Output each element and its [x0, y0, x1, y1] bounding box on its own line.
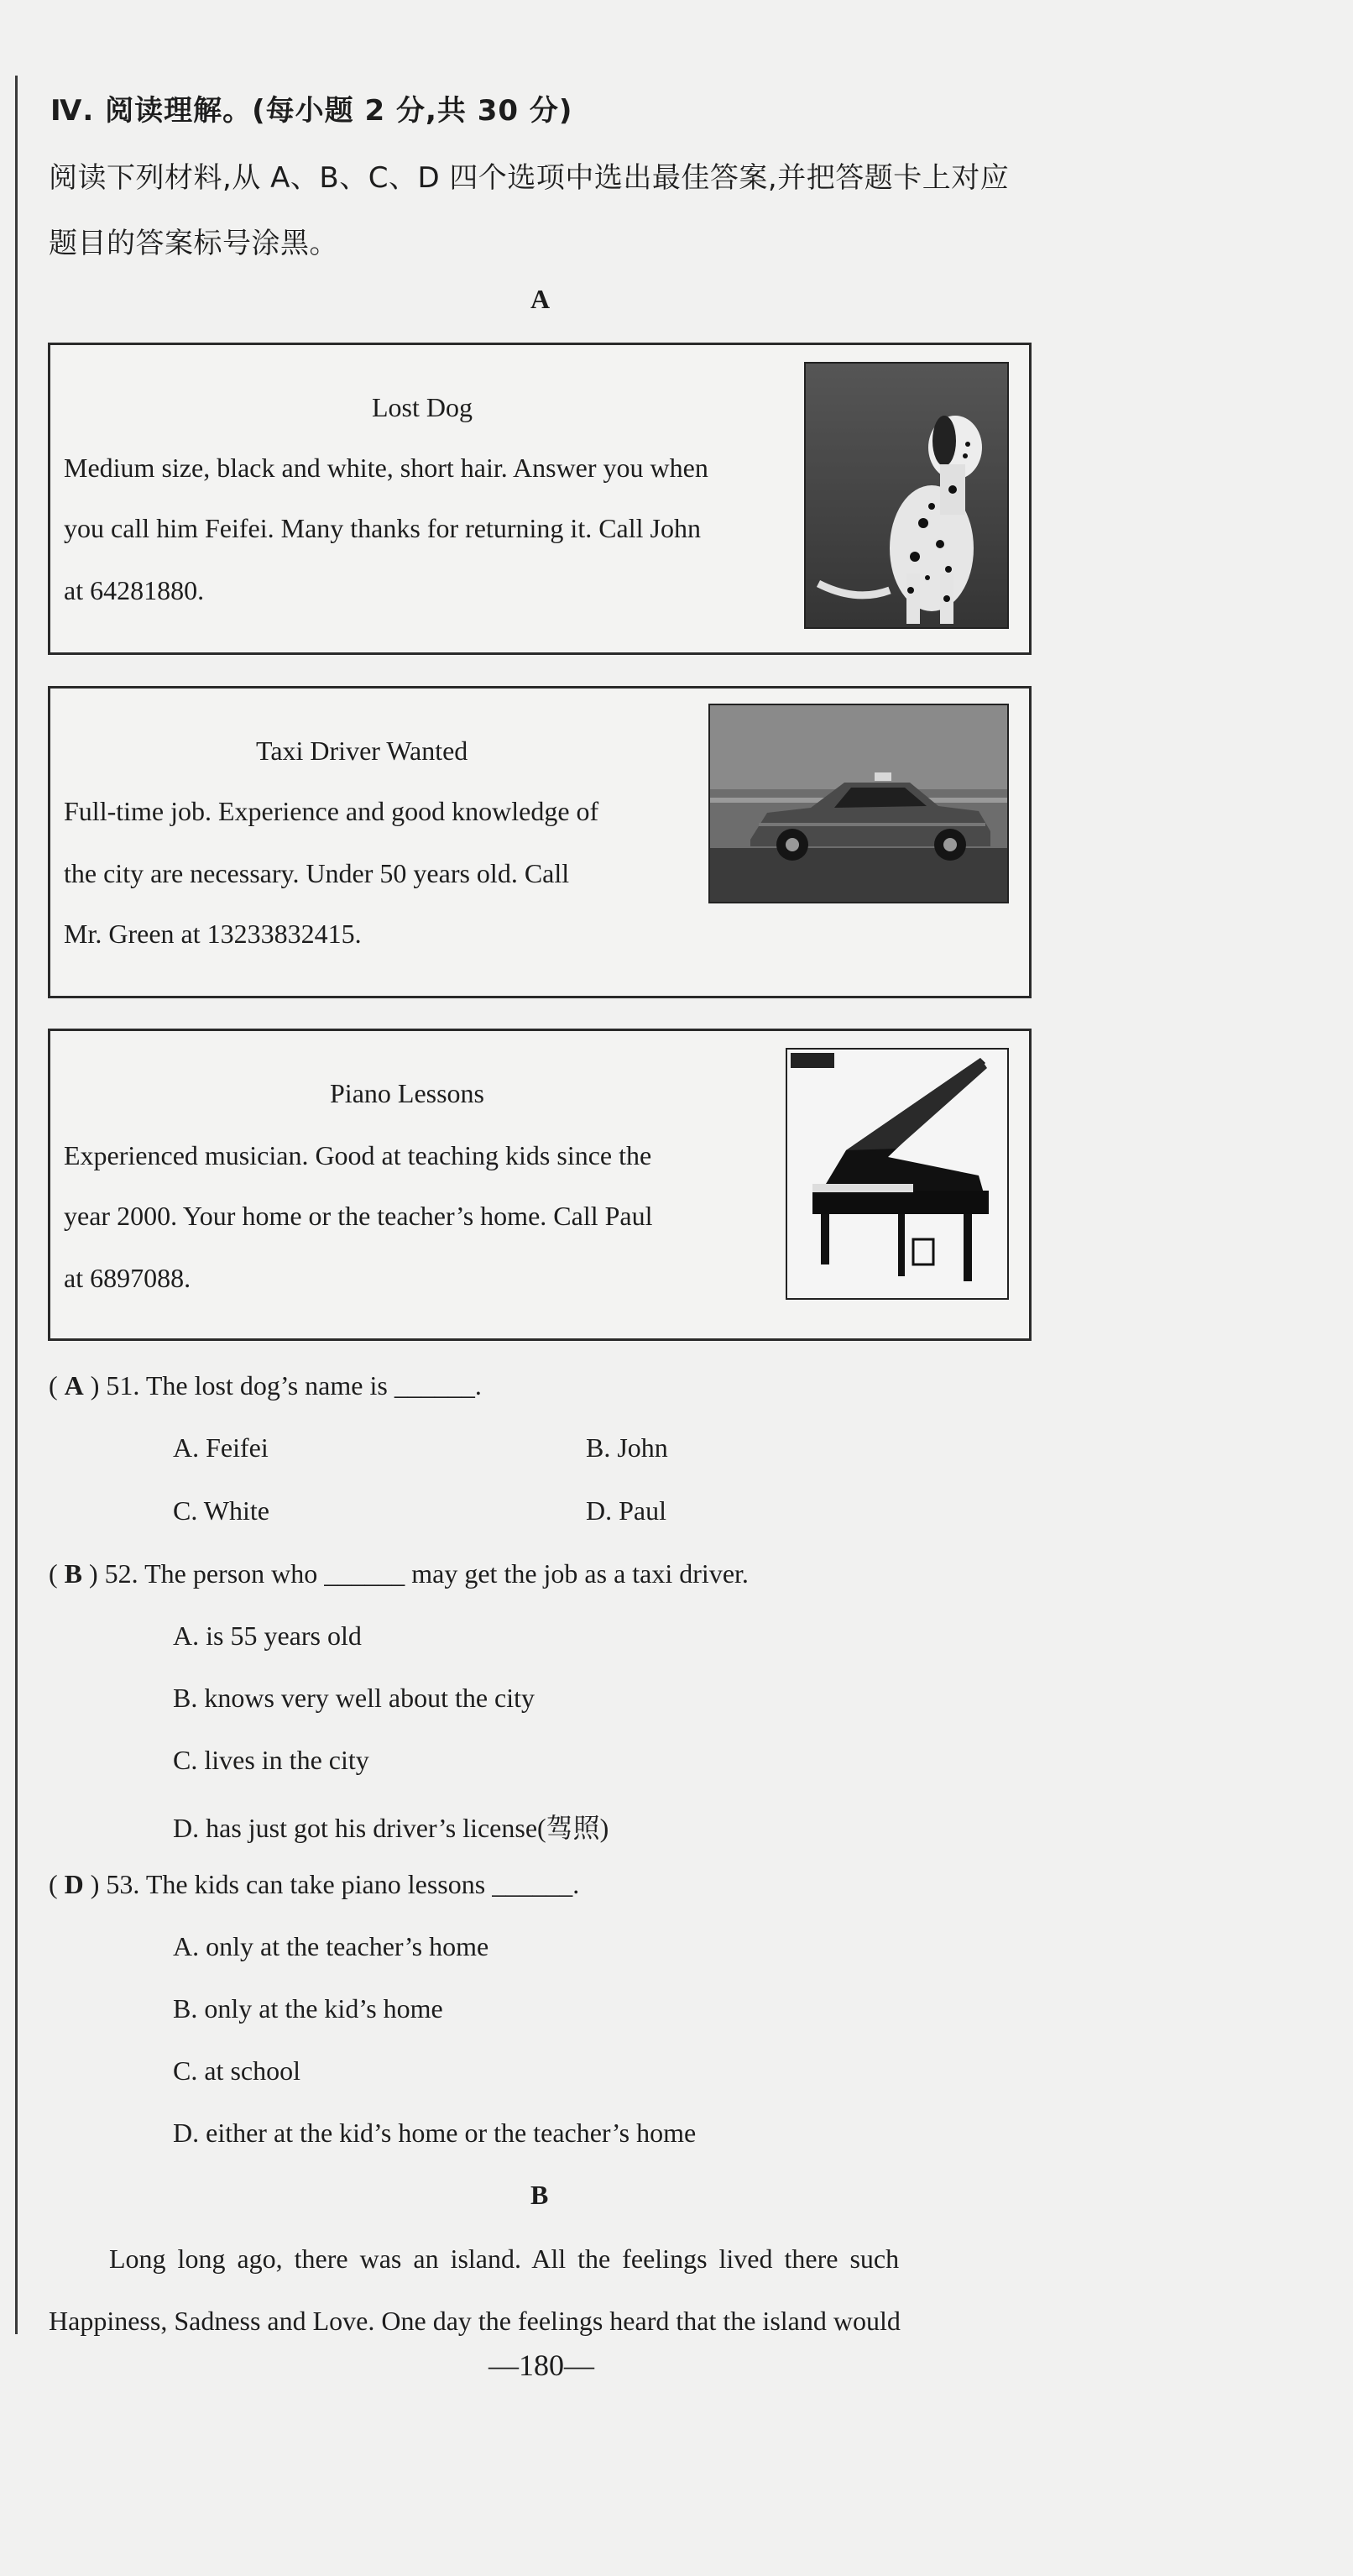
- dalmatian-dog-photo: [804, 362, 1009, 629]
- ad-piano-lessons: [48, 1029, 1032, 1341]
- ad-taxi-driver: [48, 686, 1032, 998]
- section-title: Ⅳ. 阅读理解。(每小题 2 分,共 30 分): [50, 94, 573, 128]
- option-c: C. at school: [173, 2055, 300, 2086]
- ad-line: year 2000. Your home or the teacher’s home. Call Paul: [64, 1201, 653, 1231]
- answer-mark: A: [64, 1370, 84, 1401]
- ad-line: at 6897088.: [64, 1263, 191, 1293]
- ad-title: Taxi Driver Wanted: [256, 736, 468, 766]
- option-d: D. Paul: [586, 1495, 666, 1526]
- option-c: C. lives in the city: [173, 1745, 369, 1775]
- ad-line: Medium size, black and white, short hair. Answer you when: [64, 453, 708, 483]
- option-b: B. only at the kid’s home: [173, 1993, 443, 2024]
- taxi-car-photo: [708, 704, 1009, 903]
- option-a: A. only at the teacher’s home: [173, 1931, 489, 1961]
- passage-a-letter: A: [530, 284, 551, 314]
- passage-b-letter: B: [530, 2180, 549, 2210]
- answer-mark: D: [64, 1869, 84, 1899]
- page-number: —180—: [488, 2348, 594, 2382]
- instructions-line-2: 题目的答案标号涂黑。: [49, 227, 338, 260]
- grand-piano-photo: [786, 1048, 1009, 1300]
- question-text: 52. The person who ______ may get the job as a taxi driver.: [104, 1558, 749, 1589]
- ad-line: the city are necessary. Under 50 years old. Call: [64, 858, 570, 888]
- page-margin-line: [15, 76, 18, 2334]
- option-d: D. either at the kid’s home or the teacher’s home: [173, 2118, 697, 2148]
- ad-lost-dog: [48, 343, 1032, 655]
- ad-title: Piano Lessons: [330, 1078, 484, 1108]
- passage-b-line-1: Long long ago, there was an island. All the feelings lived there such: [109, 2244, 900, 2274]
- question-text: 53. The kids can take piano lessons ______.: [106, 1869, 580, 1899]
- option-c: C. White: [173, 1495, 269, 1526]
- answer-mark: B: [64, 1558, 82, 1589]
- passage-b-line-2: Happiness, Sadness and Love. One day the feelings heard that the island would: [49, 2306, 901, 2336]
- question-51: ( A ) 51. The lost dog’s name is ______.: [49, 1370, 482, 1401]
- option-b: B. John: [586, 1432, 668, 1463]
- ad-line: at 64281880.: [64, 575, 205, 605]
- option-b: B. knows very well about the city: [173, 1683, 535, 1713]
- question-52: ( B ) 52. The person who ______ may get the job as a taxi driver.: [49, 1558, 749, 1589]
- ad-line: you call him Feifei. Many thanks for returning it. Call John: [64, 513, 701, 543]
- ad-title: Lost Dog: [372, 392, 473, 422]
- option-a: A. is 55 years old: [173, 1620, 362, 1651]
- ad-line: Experienced musician. Good at teaching kids since the: [64, 1140, 652, 1170]
- question-text: 51. The lost dog’s name is ______.: [106, 1370, 482, 1401]
- instructions-line-1: 阅读下列材料,从 A、B、C、D 四个选项中选出最佳答案,并把答题卡上对应: [49, 161, 1010, 195]
- ad-line: Full-time job. Experience and good knowledge of: [64, 796, 599, 826]
- ad-line: Mr. Green at 13233832415.: [64, 919, 362, 949]
- option-d: D. has just got his driver’s license(驾照): [173, 1813, 609, 1843]
- option-a: A. Feifei: [173, 1432, 269, 1463]
- question-53: ( D ) 53. The kids can take piano lessons ______.: [49, 1869, 580, 1899]
